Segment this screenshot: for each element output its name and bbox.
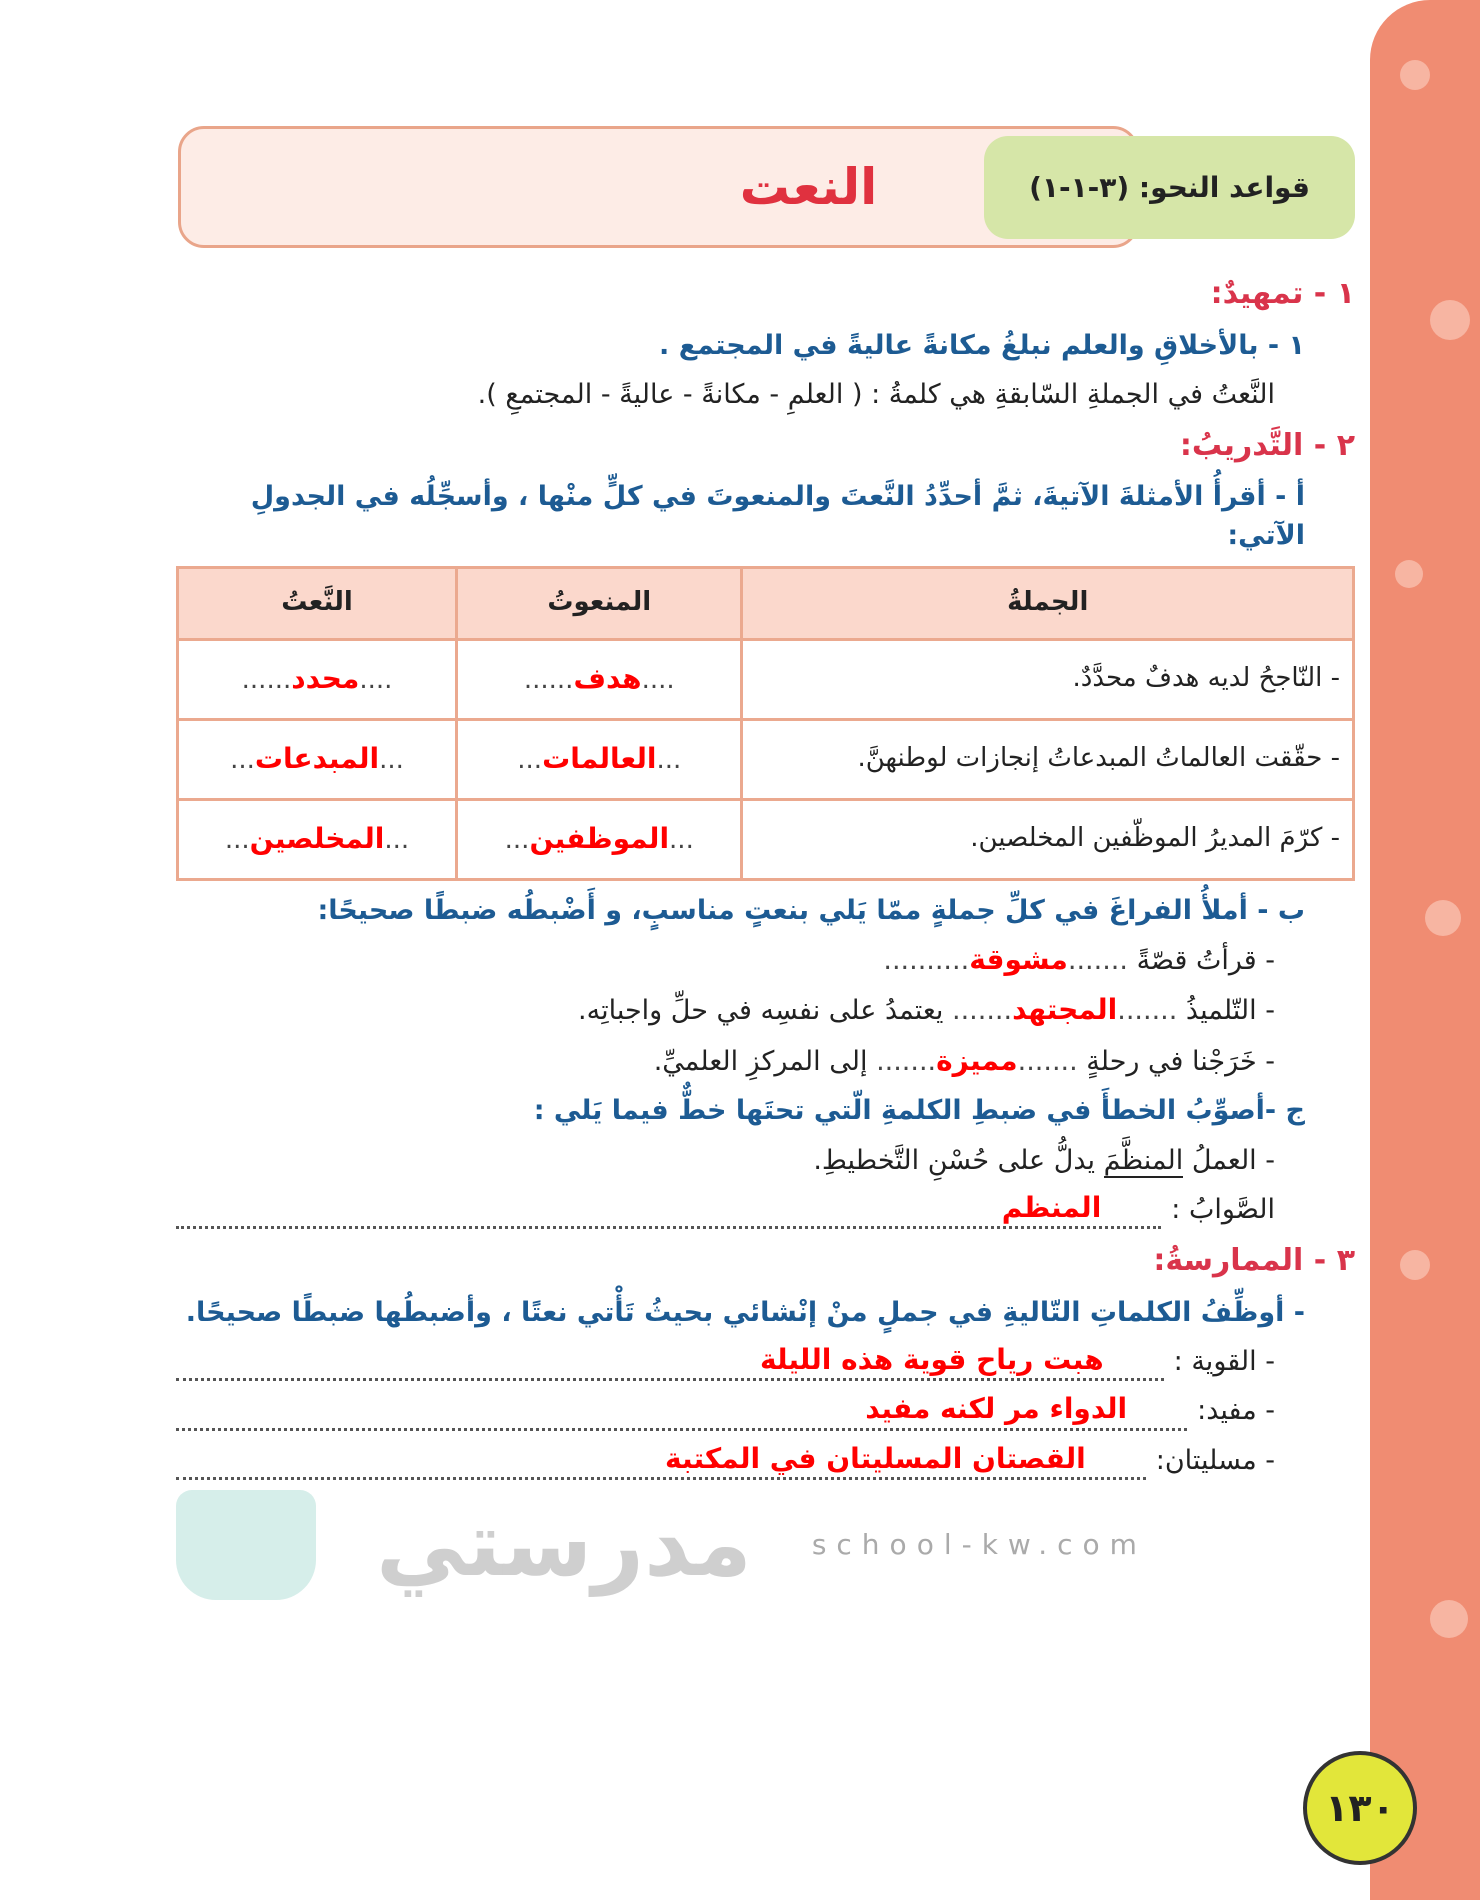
decorative-side-band	[1370, 0, 1480, 1900]
section-label-box	[984, 136, 1355, 239]
table-row	[178, 639, 1354, 719]
sentence-cell: - النّاجحُ لديه هدفٌ محدَّدٌ.	[742, 639, 1354, 719]
practice-row	[176, 1342, 1355, 1381]
practice-row	[176, 1441, 1355, 1480]
training-heading: ٢ - التَّدريبُ:	[1179, 427, 1355, 463]
fill-item[interactable]: - خَرَجْنا في رحلةٍ .......مميزة....... إلى المركزِ العلميِّ.	[653, 1043, 1275, 1077]
underlined-word: المنظَّمَ	[1103, 1144, 1184, 1176]
answer-line[interactable]	[176, 1441, 1146, 1480]
naat-answer[interactable]: ....محدد......	[178, 639, 457, 719]
correct-label: الصَّوابُ :	[1171, 1194, 1275, 1226]
intro-heading: ١ - تمهيدٌ:	[1210, 276, 1355, 311]
header-sentence: الجملةُ	[742, 567, 1354, 639]
part-a-instruction: أ - أقرأُ الأمثلةَ الآتيةَ، ثمَّ أحدِّدُ النَّعتَ والمنعوتَ في كلٍّ منْها ، وأسجِّلُه في الجدولِ الآتي:	[250, 481, 1305, 552]
mounout-answer[interactable]: ....هدف......	[457, 639, 742, 719]
correct-row	[176, 1190, 1355, 1229]
intro-sentence: ١ - بالأخلاقِ والعلم نبلغُ مكانةً عاليةً في المجتمع .	[659, 329, 1305, 361]
naat-answer[interactable]: ...المبدعات...	[178, 719, 457, 799]
mounout-answer[interactable]: ...العالمات...	[457, 719, 742, 799]
sentence-cell: - حقّقت العالماتُ المبدعاتُ إنجازات لوطنهنَّ.	[742, 719, 1354, 799]
watermark-url: school-kw.com	[811, 1527, 1147, 1561]
answer-line[interactable]	[176, 1190, 1161, 1229]
intro-question: النَّعتُ في الجملةِ السّابقةِ هي كلمةُ : ( العلمِ - مكانةً - عاليةً - المجتمعِ ).	[477, 378, 1275, 410]
table-row	[178, 719, 1354, 799]
watermark	[176, 1490, 1355, 1600]
practice-answer[interactable]: القصتان المسليتان في المكتبة	[665, 1441, 1086, 1475]
practice-heading: ٣ - الممارسةُ:	[1153, 1243, 1355, 1279]
page-number: ١٣٠	[1303, 1751, 1417, 1865]
correct-answer[interactable]: المنظم	[1001, 1190, 1102, 1224]
practice-answer[interactable]: الدواء مر لكنه مفيد	[865, 1392, 1128, 1426]
part-c-sentence: - العملُ المنظَّمَ يدلُّ على حُسْنِ التَّخطيطِ.	[813, 1144, 1275, 1176]
practice-word: - مفيد:	[1197, 1395, 1275, 1427]
header-naat: النَّعتُ	[178, 567, 457, 639]
table-row	[178, 799, 1354, 879]
section-label: قواعد النحو: (٣-١-١)	[1029, 171, 1310, 204]
answer-line[interactable]	[176, 1342, 1164, 1381]
naat-answer[interactable]: ...المخلصين...	[178, 799, 457, 879]
practice-row	[176, 1391, 1355, 1430]
watermark-text: مدرستي	[376, 1492, 752, 1598]
practice-word: - مسليتان:	[1155, 1444, 1275, 1476]
practice-instruction: - أوظِّفُ الكلماتِ التّاليةِ في جملٍ منْ إنْشائي بحيثُ تَأْتي نعتًا ، وأضبطُها ضبطًا صحيحًا.	[185, 1296, 1305, 1328]
page-content	[176, 272, 1355, 1610]
answer-line[interactable]	[176, 1391, 1187, 1430]
header-mounout: المنعوتُ	[457, 567, 742, 639]
mounout-answer[interactable]: ...الموظفين...	[457, 799, 742, 879]
page-title: النعت	[739, 158, 878, 216]
watermark-logo	[176, 1490, 316, 1600]
practice-answer[interactable]: هبت رياح قوية هذه الليلة	[759, 1342, 1104, 1376]
naat-table	[176, 566, 1355, 881]
sentence-cell: - كرّمَ المديرُ الموظّفين المخلصين.	[742, 799, 1354, 879]
fill-item[interactable]: - قرأتُ قصّةً .......مشوقة..........	[883, 942, 1275, 976]
practice-word: - القوية :	[1173, 1346, 1275, 1378]
fill-item[interactable]: - التّلميذُ .......المجتهد....... يعتمدُ على نفسِه في حلِّ واجباتِه.	[578, 993, 1275, 1027]
part-c-instruction: ج -أصوِّبُ الخطأَ في ضبطِ الكلمةِ الّتي تحتَها خطٌّ فيما يَلي :	[533, 1095, 1305, 1127]
part-b-instruction: ب - أملأُ الفراغَ في كلِّ جملةٍ ممّا يَلي بنعتٍ مناسبٍ، و أَضْبطُه ضبطًا صحيحًا:	[317, 894, 1305, 926]
